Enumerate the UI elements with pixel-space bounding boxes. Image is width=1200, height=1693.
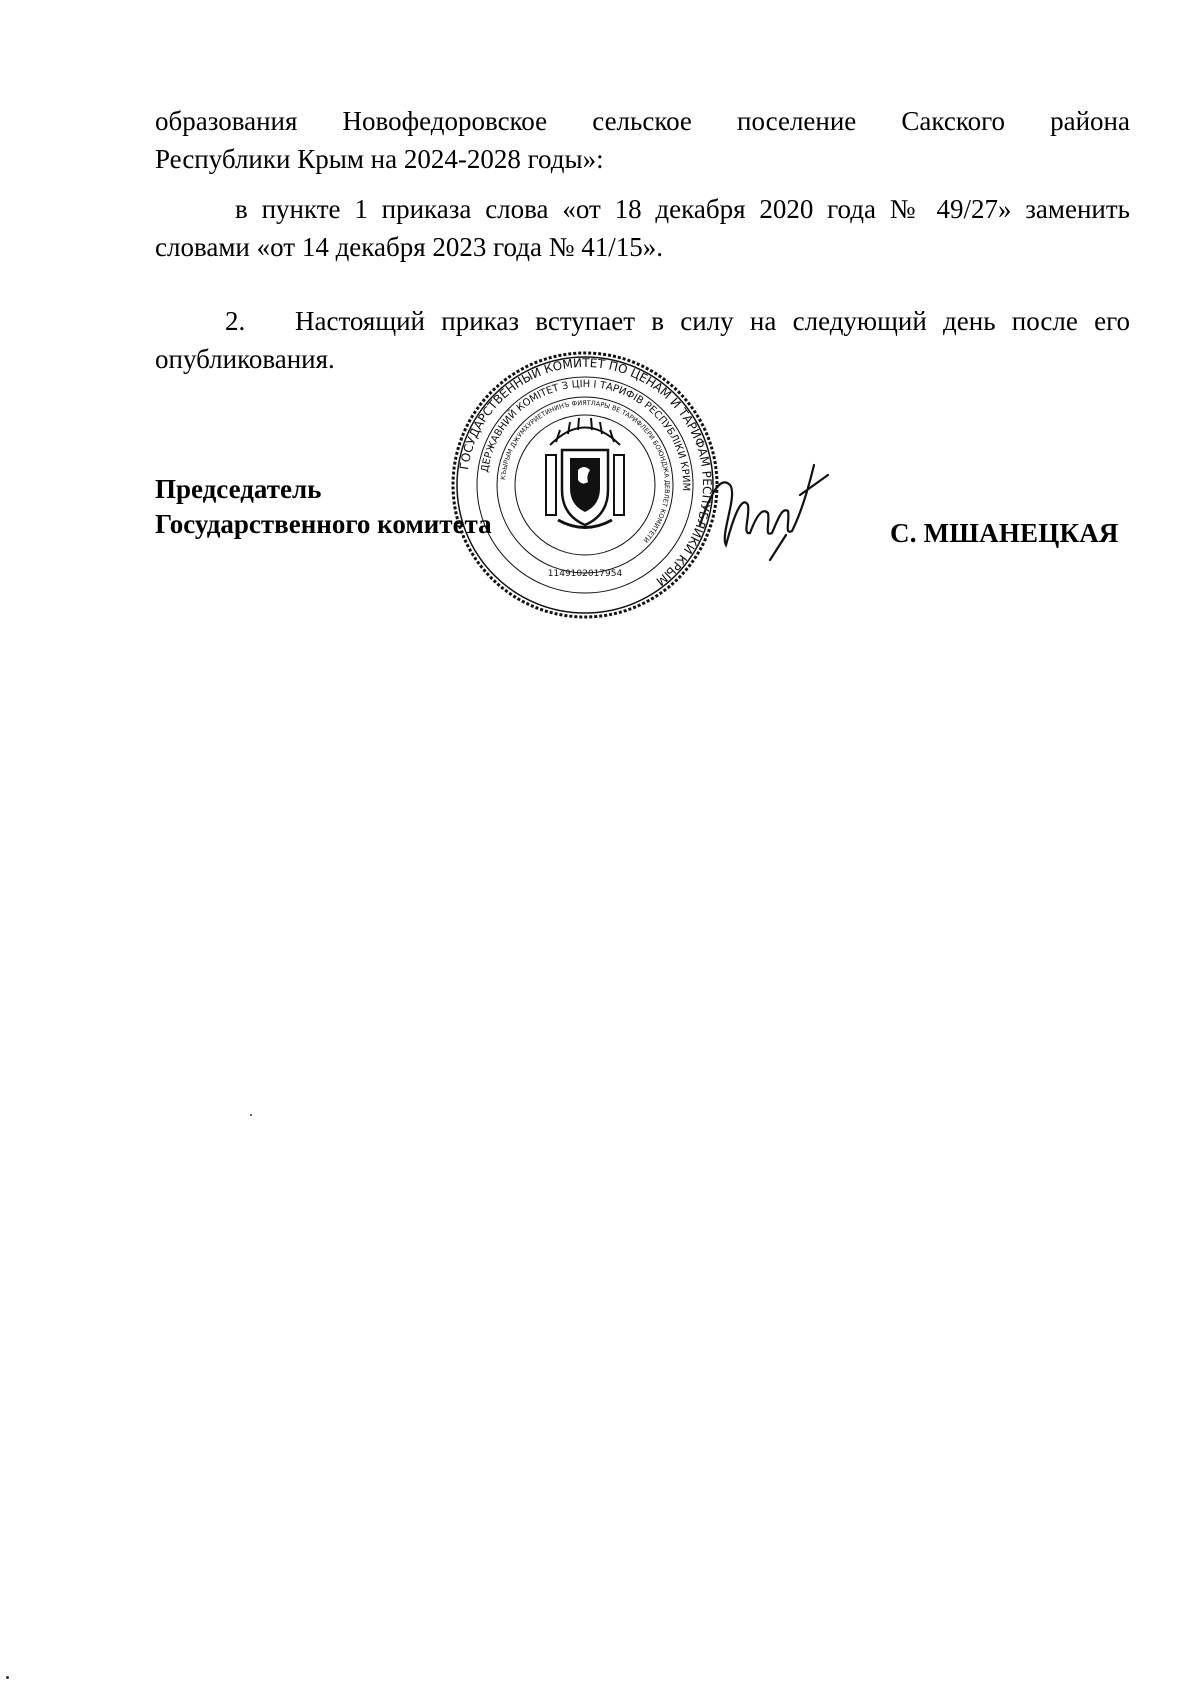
signatory-title: [155, 472, 492, 542]
scan-speck: [250, 1114, 252, 1116]
scan-speck: [6, 1676, 9, 1679]
seal-middle-text: ДЕРЖАВНИЙ КОМІТЕТ З ЦІН І ТАРИФІВ РЕСПУБЛІКИ КРИМ: [479, 378, 692, 492]
paragraph-line: образования Новофедоровское сельское поселение Сакского района: [155, 106, 1130, 136]
signatory-title-line: Председатель: [155, 474, 322, 504]
crimea-coat-of-arms-icon: [546, 418, 624, 528]
seal-inner-text: КЪЫРЫМ ДЖУМХУРИЕТИНИНЪ ФИЯТЛАРЫ ВЕ ТАРИФЛЕРИ БОЮНДЖА ДЕВЛЕТ КОМИТЕТИ: [499, 398, 672, 545]
seal-ogrn-number: 1149102017954: [547, 569, 623, 579]
paragraph-line: словами «от 14 декабря 2023 года № 41/15».: [155, 232, 663, 262]
paragraph-line: опубликования.: [155, 344, 335, 374]
paragraph-line: в пункте 1 приказа слова «от 18 декабря 2020 года № 49/27» заменить: [235, 194, 1130, 224]
item-number: 2.: [225, 306, 246, 336]
paragraph-line: Республики Крым на 2024-2028 годы»:: [155, 144, 604, 174]
signatory-title-line: Государственного комитета: [155, 509, 492, 539]
paragraph-line: [155, 302, 1130, 340]
item-text: Настоящий приказ вступает в силу на следующий день после его: [295, 306, 1130, 336]
paragraph-amendment: [155, 190, 1130, 266]
paragraph-continuation: [155, 102, 1130, 178]
handwritten-signature: [690, 455, 830, 565]
official-seal-stamp: [450, 350, 720, 620]
signatory-name: С. МШАНЕЦКАЯ: [890, 518, 1119, 548]
seal-outer-text: ГОСУДАРСТВЕННЫЙ КОМИТЕТ ПО ЦЕНАМ И ТАРИФАМ РЕСПУБЛИКИ КРЫМ: [457, 355, 715, 589]
